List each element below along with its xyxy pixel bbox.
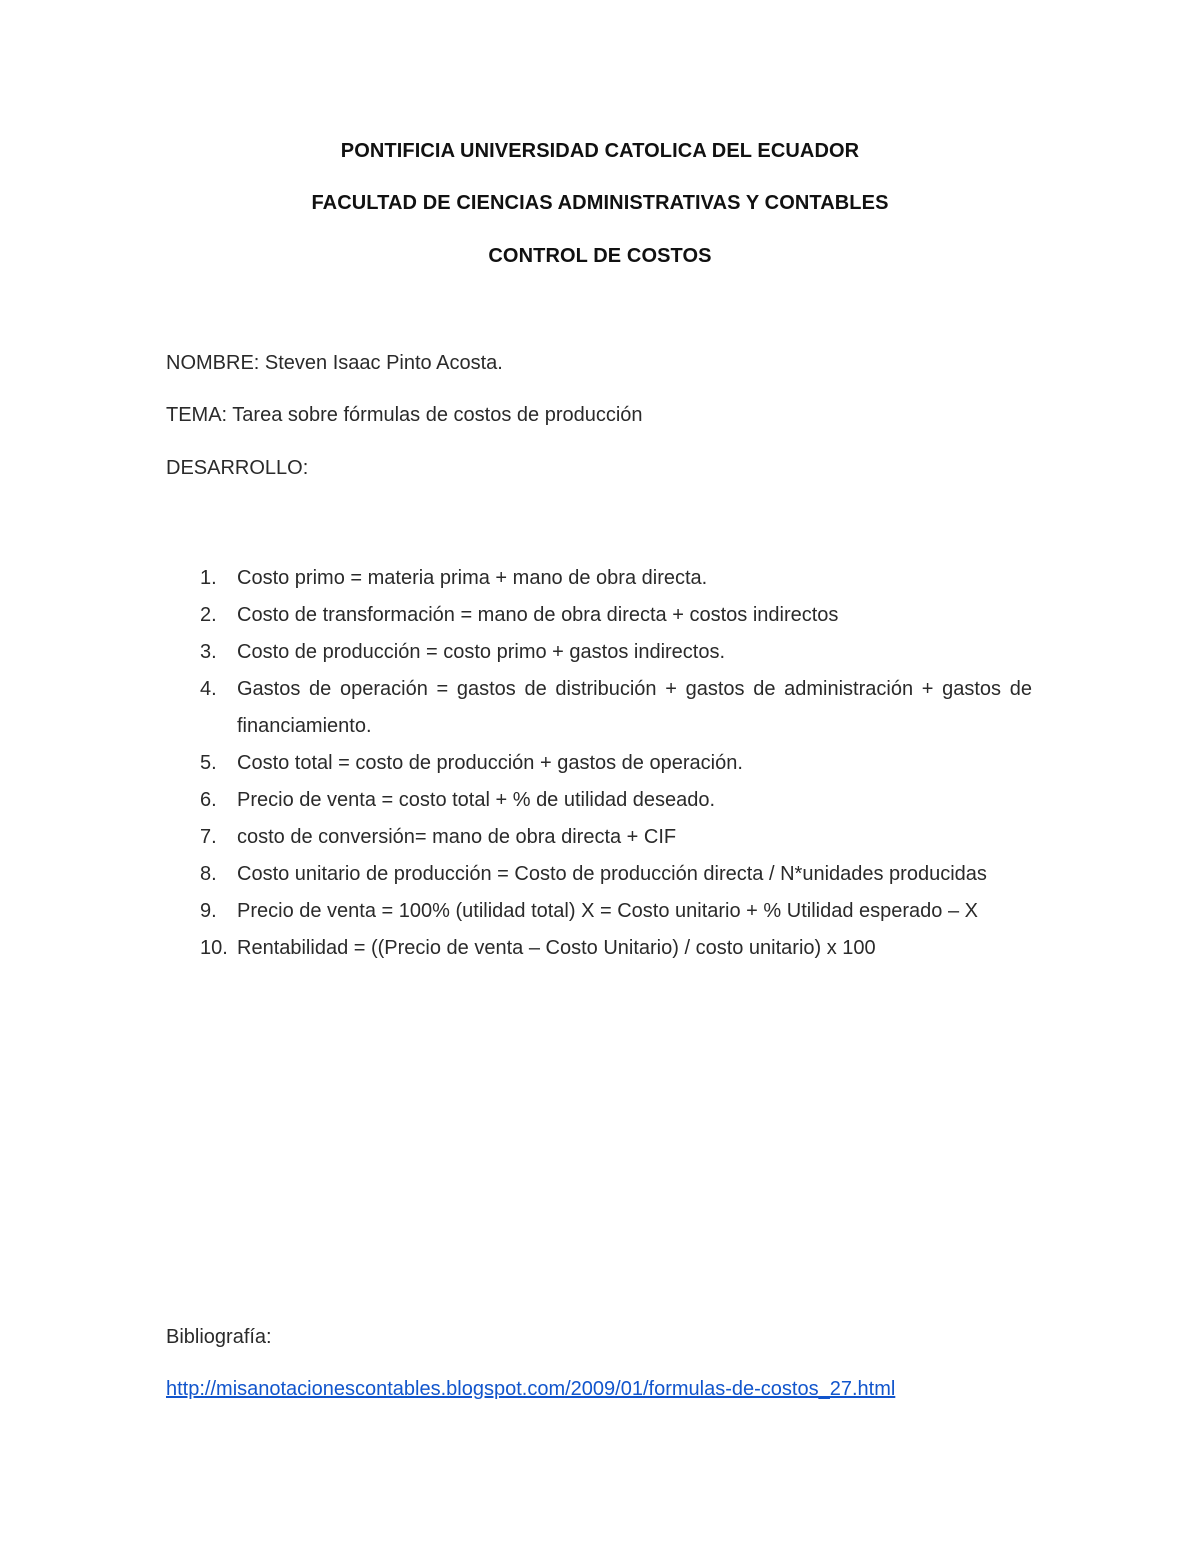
list-item-text: Gastos de operación = gastos de distribución + gastos de administración + gastos de financiamiento.	[237, 678, 1032, 737]
formula-list	[166, 560, 1032, 967]
list-item	[166, 930, 1032, 967]
list-item-number: 9.	[200, 900, 217, 922]
list-item	[166, 560, 1032, 597]
faculty-heading: FACULTAD DE CIENCIAS ADMINISTRATIVAS Y CONTABLES	[311, 192, 889, 214]
university-heading: PONTIFICIA UNIVERSIDAD CATOLICA DEL ECUADOR	[340, 140, 860, 162]
list-item	[166, 893, 1032, 930]
list-item-text: Costo total = costo de producción + gastos de operación.	[237, 752, 743, 774]
list-item	[166, 634, 1032, 671]
list-item-text: Costo de producción = costo primo + gastos indirectos.	[237, 641, 726, 663]
bibliography-link[interactable]: http://misanotacionescontables.blogspot.com/2009/01/formulas-de-costos_27.html	[166, 1378, 896, 1400]
list-item	[166, 671, 1032, 745]
list-item-number: 5.	[200, 752, 217, 774]
list-item-text: Rentabilidad = ((Precio de venta – Costo Unitario) / costo unitario) x 100	[237, 937, 876, 959]
list-item	[166, 745, 1032, 782]
list-item-number: 4.	[200, 678, 217, 700]
list-item-number: 7.	[200, 826, 217, 848]
list-item-text: Costo de transformación = mano de obra directa + costos indirectos	[237, 604, 839, 626]
list-item-text: Costo primo = materia prima + mano de obra directa.	[237, 567, 708, 589]
list-item	[166, 856, 1032, 893]
list-item-number: 10.	[200, 937, 228, 959]
list-item-number: 1.	[200, 567, 217, 589]
list-item-number: 6.	[200, 789, 217, 811]
list-item-number: 3.	[200, 641, 217, 663]
course-heading: CONTROL DE COSTOS	[488, 245, 712, 267]
student-name: NOMBRE: Steven Isaac Pinto Acosta.	[166, 352, 503, 374]
assignment-topic: TEMA: Tarea sobre fórmulas de costos de producción	[166, 404, 643, 426]
list-item-number: 8.	[200, 863, 217, 885]
list-item-text: Precio de venta = 100% (utilidad total) X = Costo unitario + % Utilidad esperado – X	[237, 900, 978, 922]
list-item	[166, 819, 1032, 856]
list-item-text: Precio de venta = costo total + % de utilidad deseado.	[237, 789, 716, 811]
list-item-text: costo de conversión= mano de obra directa + CIF	[237, 826, 677, 848]
bibliography-label: Bibliografía:	[166, 1326, 272, 1348]
list-item	[166, 597, 1032, 634]
list-item	[166, 782, 1032, 819]
list-item-number: 2.	[200, 604, 217, 626]
development-label: DESARROLLO:	[166, 457, 309, 479]
list-item-text: Costo unitario de producción = Costo de producción directa / N*unidades producidas	[237, 863, 987, 885]
